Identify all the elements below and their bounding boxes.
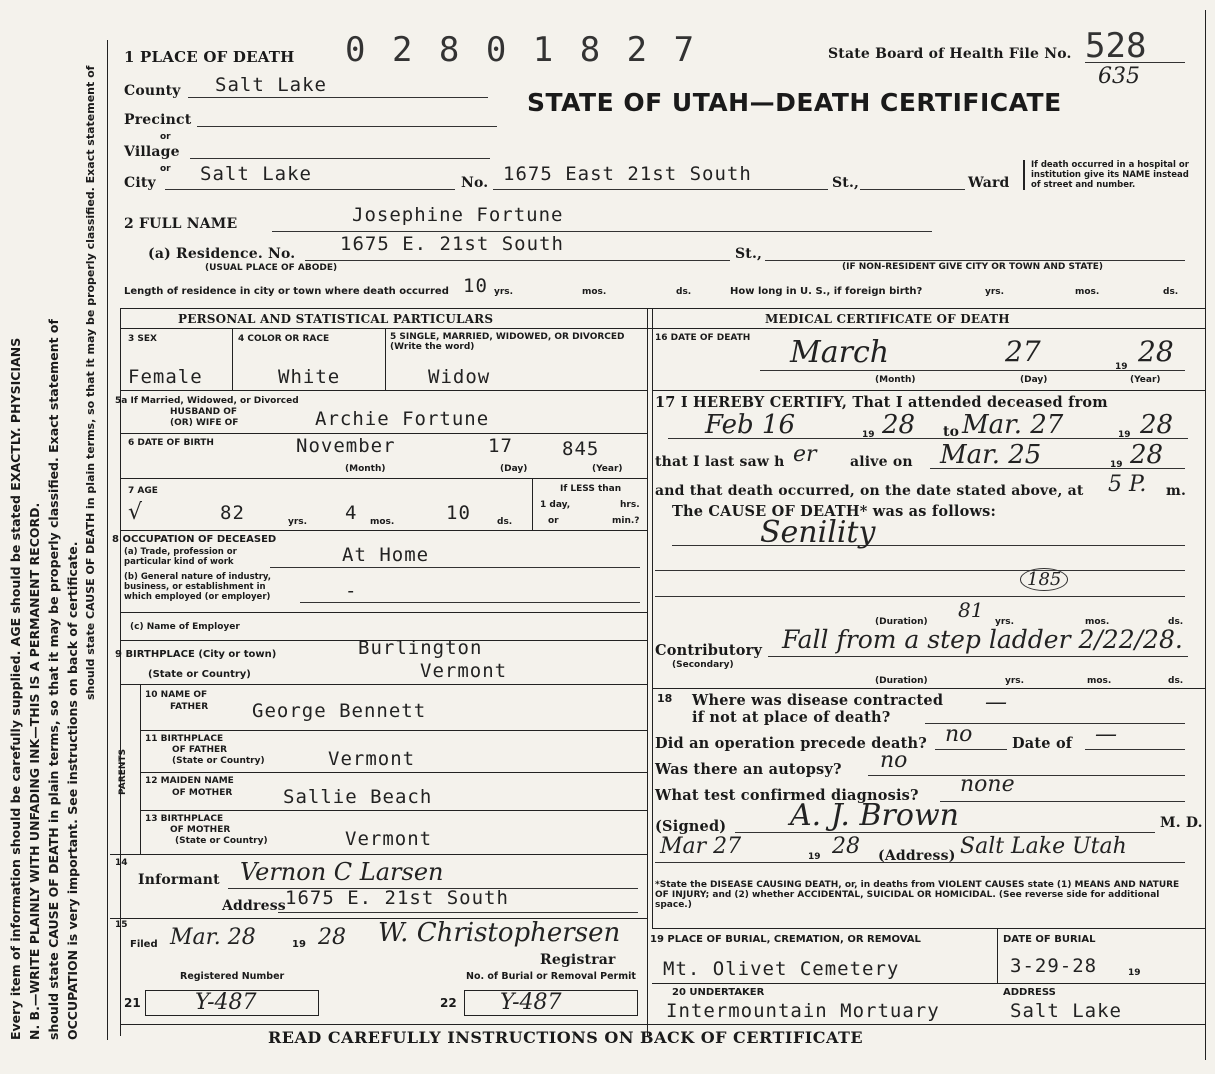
full-name-value: Josephine Fortune — [352, 204, 564, 226]
burial-date: 3-29-28 — [1010, 955, 1098, 977]
contributory-cause: Fall from a step ladder 2/22/28. — [782, 625, 1183, 654]
dob-day: 17 — [488, 435, 513, 457]
age-years: 82 — [220, 502, 245, 524]
certificate-date: Mar 27 — [660, 834, 742, 859]
death-time: 5 P. — [1108, 472, 1147, 497]
test-value: none — [960, 772, 1015, 797]
registered-number: Y-487 — [195, 990, 257, 1015]
file-no-label: State Board of Health File No. — [828, 46, 1072, 62]
certify-text: 17 I HEREBY CERTIFY, That I attended deceased from — [655, 394, 1108, 411]
ward-note: If death occurred in a hospital or institution give its NAME instead of street and number. — [1023, 160, 1191, 190]
burial-place: Mt. Olivet Cemetery — [663, 958, 900, 980]
death-month: March — [790, 335, 890, 370]
residence-label: (a) Residence. No. — [148, 246, 296, 262]
dob-year: 845 — [562, 438, 600, 460]
personal-section-title: PERSONAL AND STATISTICAL PARTICULARS — [178, 312, 494, 326]
operation-value: no — [945, 722, 973, 747]
stamp-number: 0 2 8 0 1 8 2 7 — [345, 30, 698, 70]
county-value: Salt Lake — [215, 74, 327, 96]
cause-code: 185 — [1020, 568, 1068, 591]
informant-signature: Vernon C Larsen — [240, 858, 444, 886]
file-number: 528 — [1085, 26, 1147, 66]
length-of-residence-yrs: 10 — [463, 275, 488, 297]
street-suffix: St., — [832, 175, 860, 191]
attended-from: Feb 16 — [705, 410, 795, 440]
last-saw-date: Mar. 25 — [940, 440, 1042, 470]
dob-month: November — [296, 435, 396, 457]
side-instructions-5: should state CAUSE OF DEATH in plain terms, so that it may be properly classified. Exact statement of — [84, 65, 97, 700]
race-value: White — [278, 366, 341, 388]
birthplace-state: Vermont — [420, 660, 508, 682]
parents-label: PARENTS — [118, 749, 128, 795]
informant-address: 1675 E. 21st South — [285, 887, 509, 909]
ward-label: Ward — [968, 175, 1010, 191]
footer-instructions: READ CAREFULLY INSTRUCTIONS ON BACK OF CERTIFICATE — [268, 1028, 864, 1047]
precinct-label: Precinct — [124, 112, 192, 128]
side-instructions-2: N. B.—WRITE PLAINLY WITH UNFADING INK—THIS IS A PERMANENT RECORD. — [27, 502, 42, 1040]
mother-birthplace: Vermont — [345, 828, 433, 850]
undertaker-name: Intermountain Mortuary — [666, 1000, 940, 1022]
side-instructions-4: OCCUPATION is very important. See instructions on back of certificate. — [65, 541, 80, 1040]
marital-status-value: Widow — [428, 366, 491, 388]
address-value: 1675 East 21st South — [503, 163, 752, 185]
city-value: Salt Lake — [200, 163, 312, 185]
death-day: 27 — [1005, 335, 1041, 368]
informant-label: Informant — [138, 872, 220, 888]
place-of-death-label: 1 PLACE OF DEATH — [124, 48, 295, 66]
registrar-signature: W. Christophersen — [378, 918, 621, 948]
cause-of-death: Senility — [760, 515, 876, 550]
death-year: 28 — [1138, 335, 1174, 368]
physician-address: Salt Lake Utah — [960, 834, 1127, 859]
filed-year: 28 — [318, 925, 346, 950]
residence-value: 1675 E. 21st South — [340, 233, 564, 255]
certificate-title: STATE OF UTAH—DEATH CERTIFICATE — [527, 88, 1062, 117]
village-label: Village — [124, 144, 180, 160]
age-months: 4 — [345, 502, 358, 524]
no-label: No. — [461, 175, 489, 191]
cause-duration: 81 — [958, 598, 984, 622]
physician-signature: A. J. Brown — [790, 798, 959, 833]
file-number-alt: 635 — [1098, 64, 1140, 89]
spouse-value: Archie Fortune — [315, 408, 490, 430]
father-birthplace: Vermont — [328, 748, 416, 770]
sex-value: Female — [128, 366, 203, 388]
occupation-value: At Home — [342, 544, 430, 566]
city-label: City — [124, 175, 156, 191]
burial-permit-number: Y-487 — [500, 990, 562, 1015]
attended-to: Mar. 27 — [962, 410, 1064, 440]
autopsy-value: no — [880, 748, 908, 773]
medical-section-title: MEDICAL CERTIFICATE OF DEATH — [765, 312, 1010, 326]
age-days: 10 — [446, 502, 471, 524]
side-instructions-3: should state CAUSE OF DEATH in plain terms, so that it may be properly classified. Exact statement of — [46, 319, 61, 1040]
side-instructions-1: Every item of information should be carefully supplied. AGE should be stated EXACTLY. PHYSICIANS — [8, 337, 23, 1040]
county-label: County — [124, 83, 181, 99]
mother-name: Sallie Beach — [283, 786, 433, 808]
undertaker-address: Salt Lake — [1010, 1000, 1122, 1022]
filed-date: Mar. 28 — [170, 925, 256, 950]
full-name-label: 2 FULL NAME — [124, 216, 238, 232]
father-name: George Bennett — [252, 700, 427, 722]
birthplace-city: Burlington — [358, 637, 483, 659]
cause-footnote: *State the DISEASE CAUSING DEATH, or, in deaths from VIOLENT CAUSES state (1) MEANS AND NATURE OF INJURY; and (2) whether ACCIDENTAL, SUICIDAL OR HOMICIDAL. (See reverse side for additional space.) — [655, 880, 1180, 910]
